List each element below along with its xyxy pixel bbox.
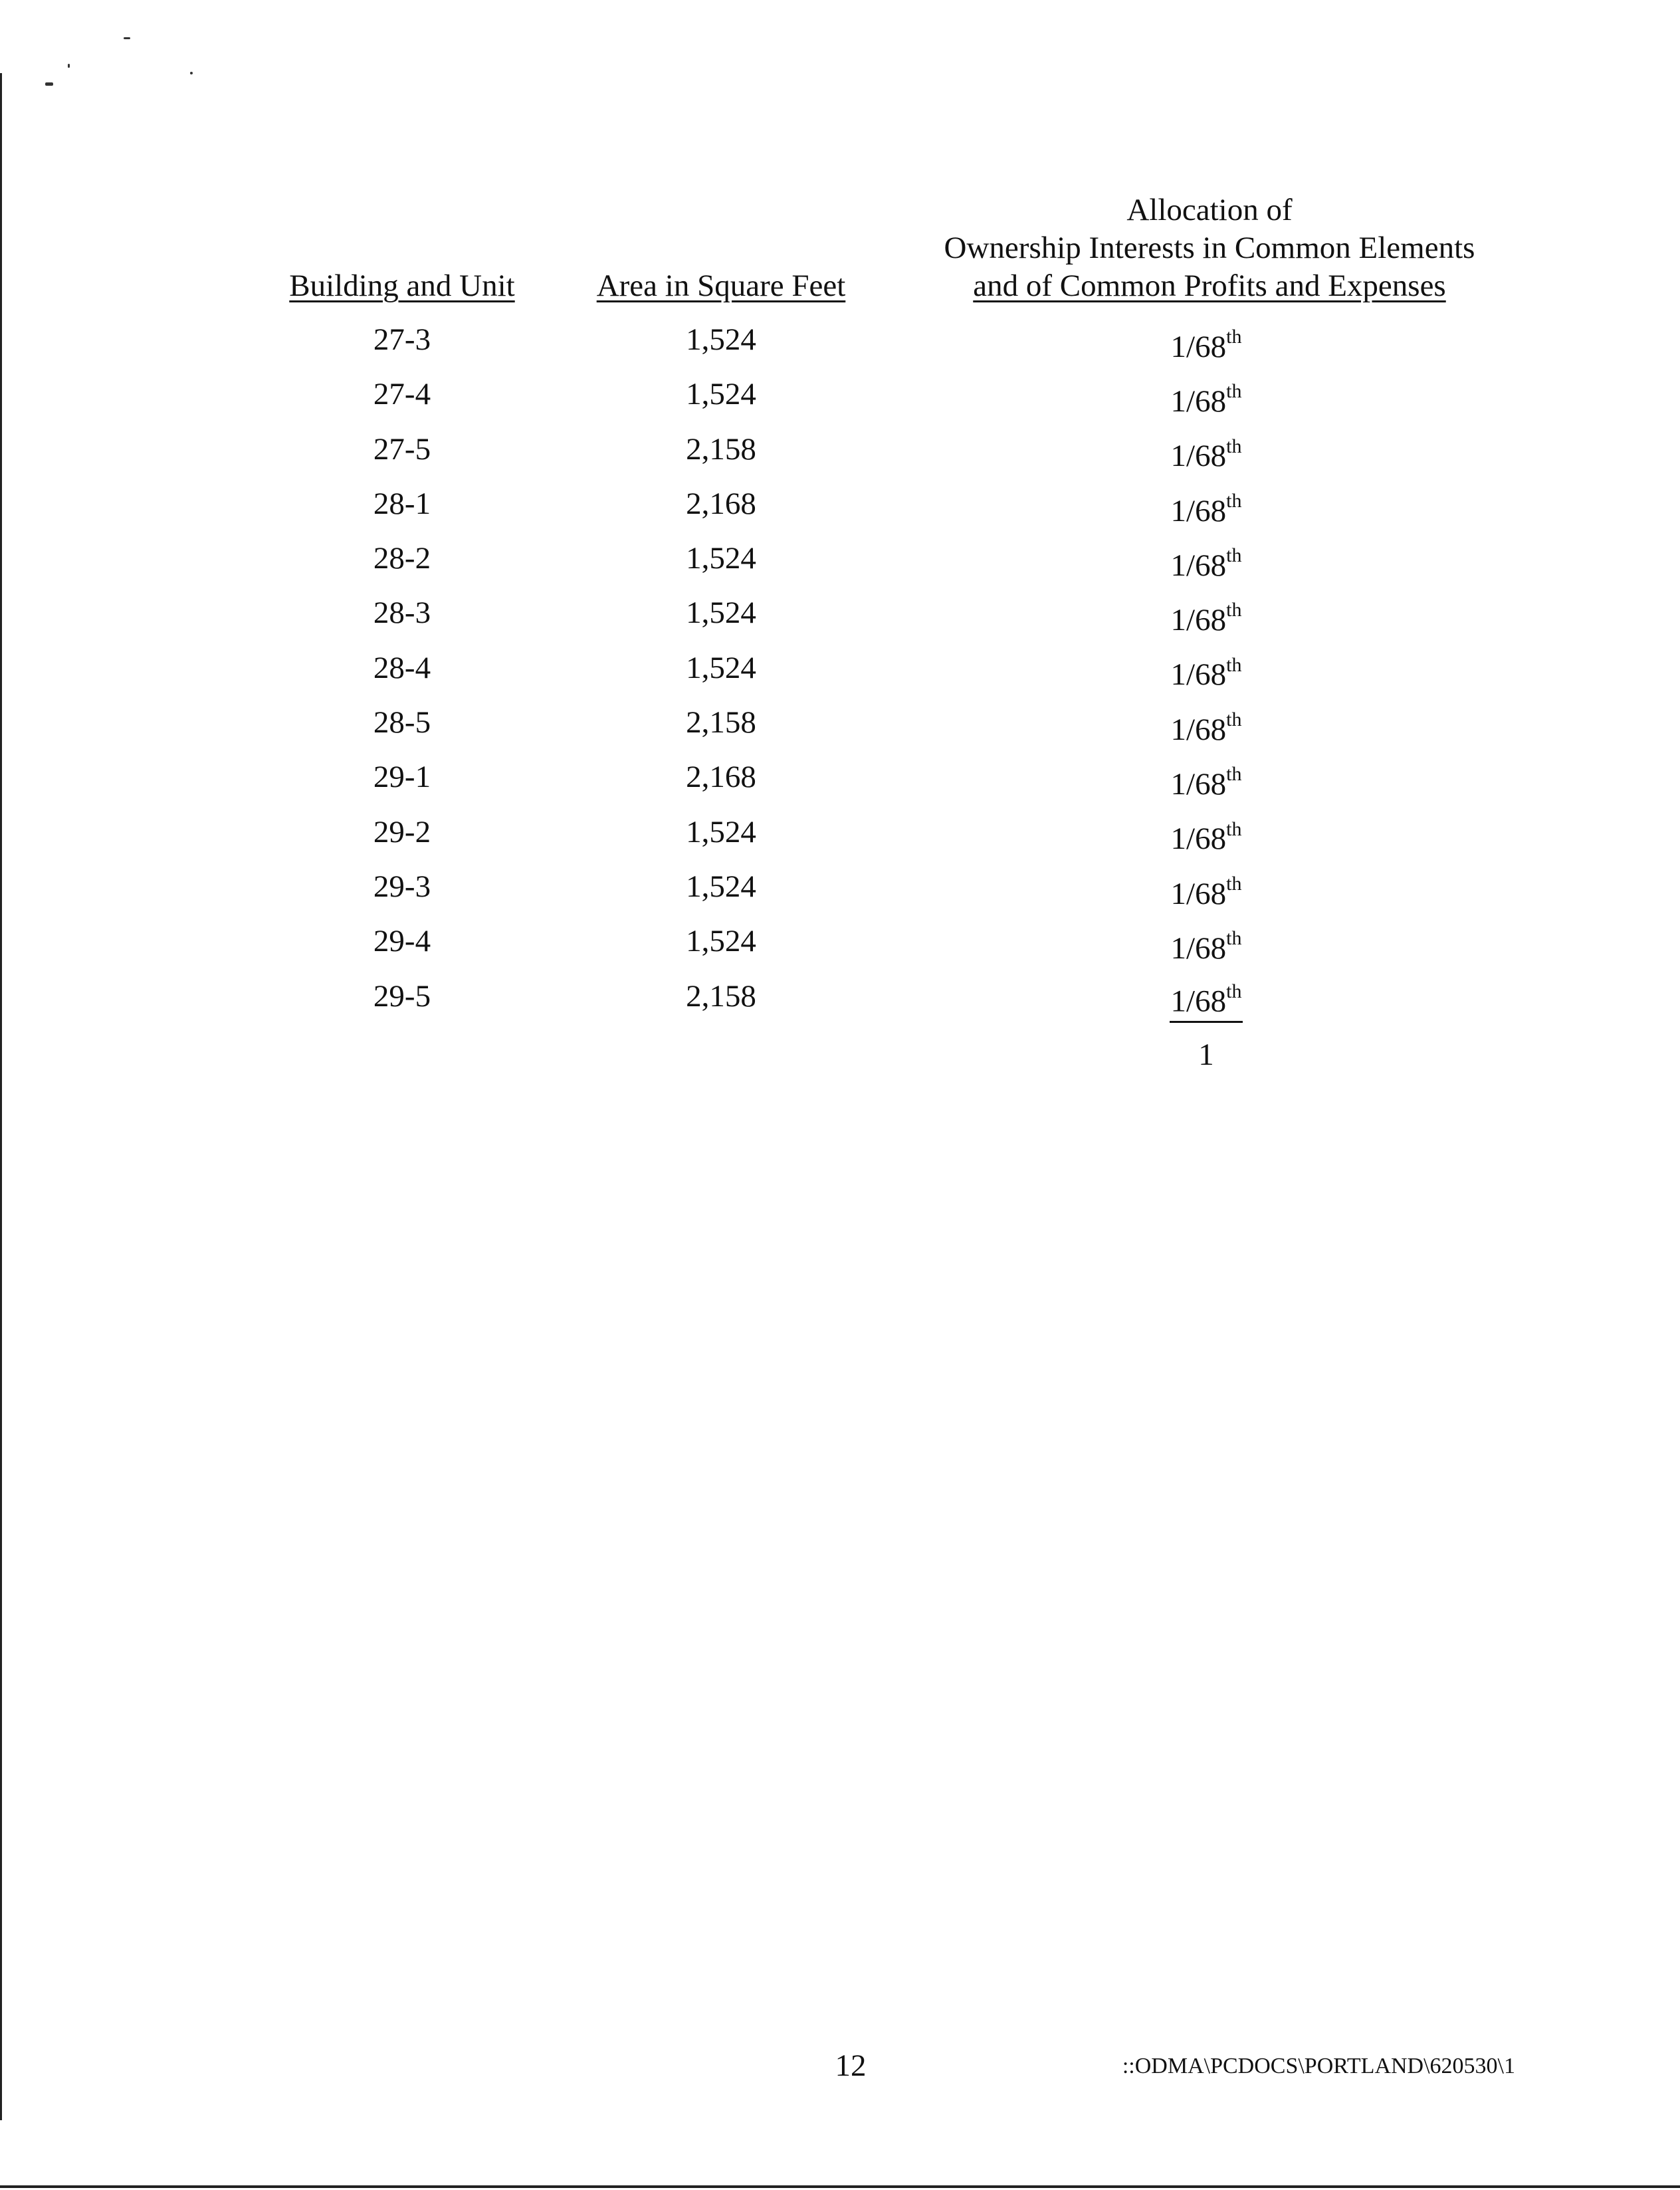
- allocation-ordinal-suffix: th: [1226, 653, 1242, 676]
- table-row: [0, 646, 1680, 701]
- allocation-fraction: 1/68: [1170, 931, 1227, 966]
- allocation-cell: [1106, 701, 1306, 752]
- allocation-ordinal-suffix: th: [1226, 435, 1242, 457]
- allocation-total: 1: [1198, 1038, 1214, 1072]
- allocation-fraction: 1/68: [1170, 821, 1227, 857]
- allocation-ordinal-suffix: th: [1226, 326, 1242, 348]
- allocation-fraction: 1/68: [1170, 876, 1227, 911]
- allocation-cell: [1106, 318, 1306, 369]
- allocation-cell: [1106, 810, 1306, 861]
- allocation-ordinal-suffix: th: [1226, 872, 1242, 895]
- allocation-fraction: 1/68: [1170, 603, 1227, 638]
- area-cell: 1,524: [686, 814, 756, 849]
- area-cell: 2,158: [686, 978, 756, 1014]
- area-cell: 1,524: [686, 869, 756, 904]
- allocation-fraction: 1/68: [1170, 984, 1227, 1019]
- unit-cell: 29-4: [373, 924, 431, 959]
- allocation-cell: [1106, 755, 1306, 806]
- scan-speck: [45, 82, 53, 86]
- unit-cell: 27-5: [373, 431, 431, 467]
- allocation-cell: [1106, 536, 1306, 588]
- allocation-ordinal-suffix: th: [1226, 818, 1242, 840]
- allocation-cell: [1106, 974, 1306, 1024]
- area-cell: 2,158: [686, 431, 756, 467]
- table-row: [0, 536, 1680, 591]
- allocation-ordinal-suffix: th: [1226, 544, 1242, 567]
- allocation-fraction: 1/68: [1170, 657, 1227, 693]
- unit-cell: 28-2: [373, 541, 431, 576]
- unit-cell: 29-2: [373, 814, 431, 849]
- allocation-fraction: 1/68: [1170, 548, 1227, 583]
- allocation-cell: [1106, 646, 1306, 697]
- unit-cell: 29-3: [373, 869, 431, 904]
- document-path: ::ODMA\PCDOCS\PORTLAND\620530\1: [1122, 2054, 1515, 2078]
- table-row: [0, 372, 1680, 427]
- area-cell: 1,524: [686, 650, 756, 685]
- table-row: [0, 974, 1680, 1029]
- header-allocation-line3: and of Common Profits and Expenses: [973, 269, 1446, 303]
- allocation-ordinal-suffix: th: [1226, 489, 1242, 512]
- allocation-ordinal-suffix: th: [1226, 599, 1242, 621]
- table-row: [0, 865, 1680, 919]
- area-cell: 2,158: [686, 705, 756, 740]
- table-row: [0, 427, 1680, 482]
- unit-cell: 28-1: [373, 486, 431, 521]
- allocation-ordinal-suffix: th: [1226, 380, 1242, 403]
- header-area-square-feet: [565, 267, 877, 305]
- allocation-cell: [1106, 427, 1306, 479]
- allocation-fraction: 1/68: [1170, 383, 1227, 419]
- allocation-cell: [1106, 865, 1306, 916]
- table-row: [0, 755, 1680, 810]
- unit-cell: 28-5: [373, 705, 431, 740]
- area-cell: 1,524: [686, 541, 756, 576]
- header-building-and-unit: [253, 267, 552, 305]
- header-allocation-line2: Ownership Interests in Common Elements: [944, 231, 1475, 265]
- allocation-ordinal-suffix: th: [1226, 980, 1242, 1002]
- header-area-text: Area in Square Feet: [596, 269, 846, 303]
- area-cell: 1,524: [686, 322, 756, 357]
- unit-cell: 27-4: [373, 377, 431, 412]
- unit-cell: 28-4: [373, 650, 431, 685]
- allocation-cell: [1106, 919, 1306, 970]
- unit-cell: 28-3: [373, 596, 431, 631]
- allocation-cell: [1106, 591, 1306, 642]
- allocation-ordinal-suffix: th: [1226, 763, 1242, 786]
- scan-speck: [68, 64, 70, 68]
- area-cell: 1,524: [686, 377, 756, 412]
- unit-cell: 29-1: [373, 760, 431, 795]
- area-cell: 2,168: [686, 760, 756, 795]
- unit-cell: 27-3: [373, 322, 431, 357]
- table-row: [0, 318, 1680, 372]
- header-allocation-line1: Allocation of: [1126, 193, 1293, 227]
- scan-speck: [124, 37, 130, 39]
- area-cell: 1,524: [686, 924, 756, 959]
- table-row: [0, 701, 1680, 755]
- table-row: [0, 810, 1680, 865]
- header-building-and-unit-text: Building and Unit: [289, 269, 515, 303]
- allocation-table-body: [0, 318, 1680, 1029]
- table-row: [0, 919, 1680, 974]
- page-number: 12: [835, 2048, 867, 2083]
- allocation-fraction: 1/68: [1170, 439, 1227, 474]
- allocation-cell: [1106, 372, 1306, 423]
- area-cell: 1,524: [686, 596, 756, 631]
- allocation-fraction: 1/68: [1170, 329, 1227, 364]
- area-cell: 2,168: [686, 486, 756, 521]
- allocation-ordinal-suffix: th: [1226, 709, 1242, 731]
- scan-speck: [190, 72, 193, 74]
- allocation-ordinal-suffix: th: [1226, 927, 1242, 950]
- table-row: [0, 482, 1680, 536]
- allocation-fraction: 1/68: [1170, 493, 1227, 528]
- allocation-fraction: 1/68: [1170, 712, 1227, 747]
- scan-edge-bottom: [0, 2185, 1680, 2188]
- table-row: [0, 591, 1680, 645]
- unit-cell: 29-5: [373, 978, 431, 1014]
- header-allocation: [904, 191, 1515, 305]
- allocation-cell: [1106, 482, 1306, 533]
- allocation-fraction: 1/68: [1170, 767, 1227, 802]
